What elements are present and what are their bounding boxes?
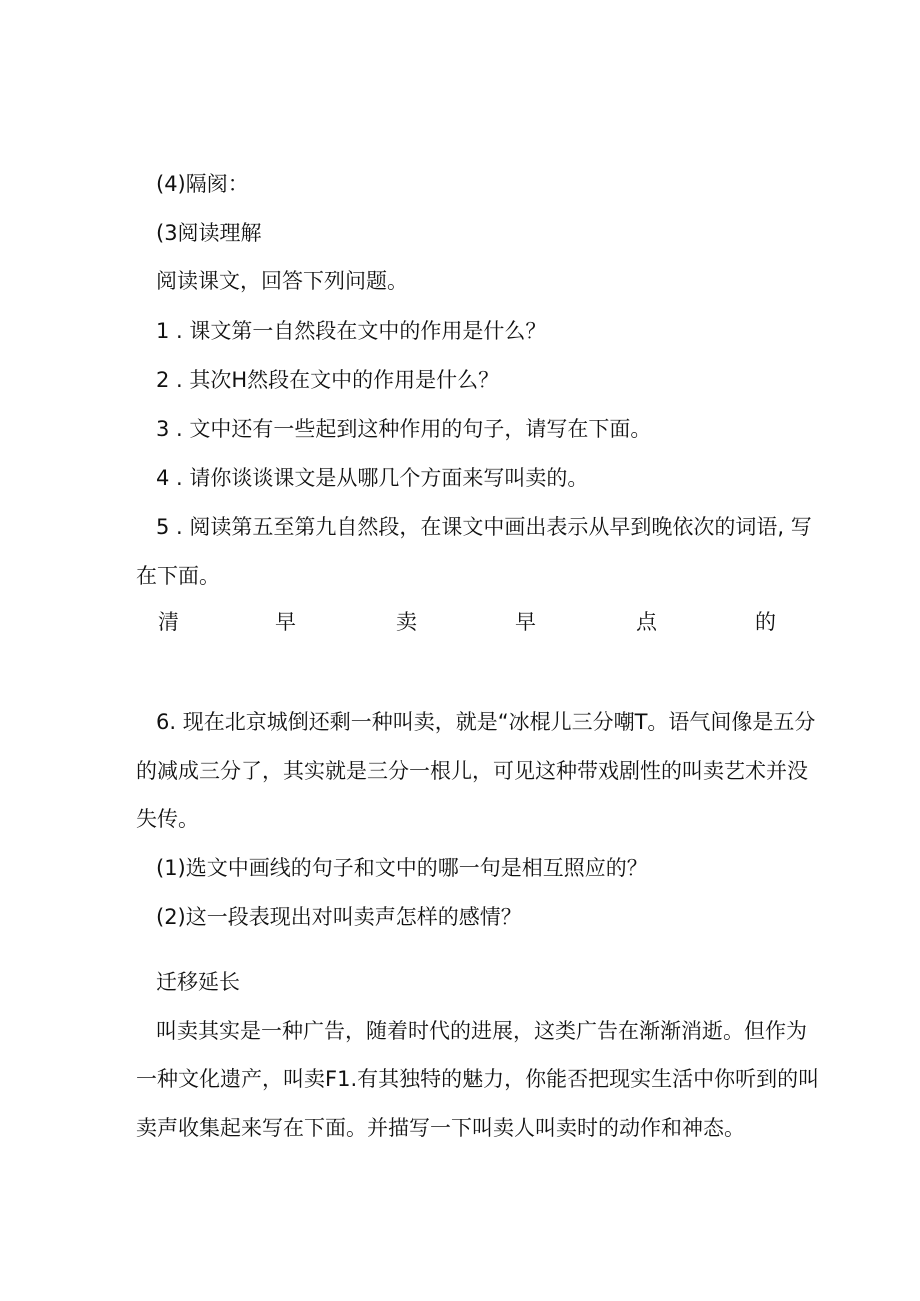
question-5-line-2: 在下面。 — [136, 564, 220, 588]
question-6-line-1: 6. 现在北京城倒还剩一种叫卖，就是“冰棍儿三分嘲T。语气间像是五分 — [156, 710, 816, 734]
question-2: 2 . 其次H然段在文中的作用是什么？ — [156, 368, 500, 392]
sub-question-1: (1)选文中画线的句子和文中的哪一句是相互照应的？ — [156, 856, 648, 880]
question-5-line-1: 5 . 阅读第五至第九自然段，在课文中画出表示从早到晚依次的词语, 写 — [156, 515, 812, 539]
blank-word: 清 — [158, 610, 179, 634]
question-1: 1 . 课文第一自然段在文中的作用是什么？ — [156, 319, 547, 343]
blank-word: 早 — [275, 610, 296, 634]
blank-word: 卖 — [396, 610, 417, 634]
extension-line-3: 卖声收集起来写在下面。并描写一下叫卖人叫卖时的动作和神态。 — [136, 1116, 745, 1140]
question-4: 4 . 请你谈谈课文是从哪几个方面来写叫卖的。 — [156, 466, 589, 490]
reading-instruction: 阅读课文，回答下列问题。 — [156, 269, 408, 293]
item-4-geheng: (4)隔阂： — [156, 172, 249, 196]
blank-word: 早 — [515, 610, 536, 634]
extension-line-2: 一种文化遗产，叫卖F1.有其独特的魅力，你能否把现实生活中你听到的叫 — [136, 1067, 820, 1091]
sub-question-2: (2)这一段表现出对叫卖声怎样的感情？ — [156, 905, 522, 929]
extension-line-1: 叫卖其实是一种广告，随着时代的进展，这类广告在渐渐消逝。但作为 — [156, 1019, 807, 1043]
extension-heading: 迁移延长 — [156, 970, 240, 994]
section-reading-heading: (3阅读理解 — [156, 221, 262, 245]
question-6-line-3: 失传。 — [136, 807, 199, 831]
question-6-line-2: 的减成三分了，其实就是三分一根儿，可见这种带戏剧性的叫卖艺术并没 — [136, 759, 808, 783]
fill-in-blank-row — [158, 607, 778, 637]
blank-word: 的 — [755, 610, 776, 634]
question-3: 3 . 文中还有一些起到这种作用的句子，请写在下面。 — [156, 417, 652, 441]
blank-word: 点 — [636, 610, 657, 634]
